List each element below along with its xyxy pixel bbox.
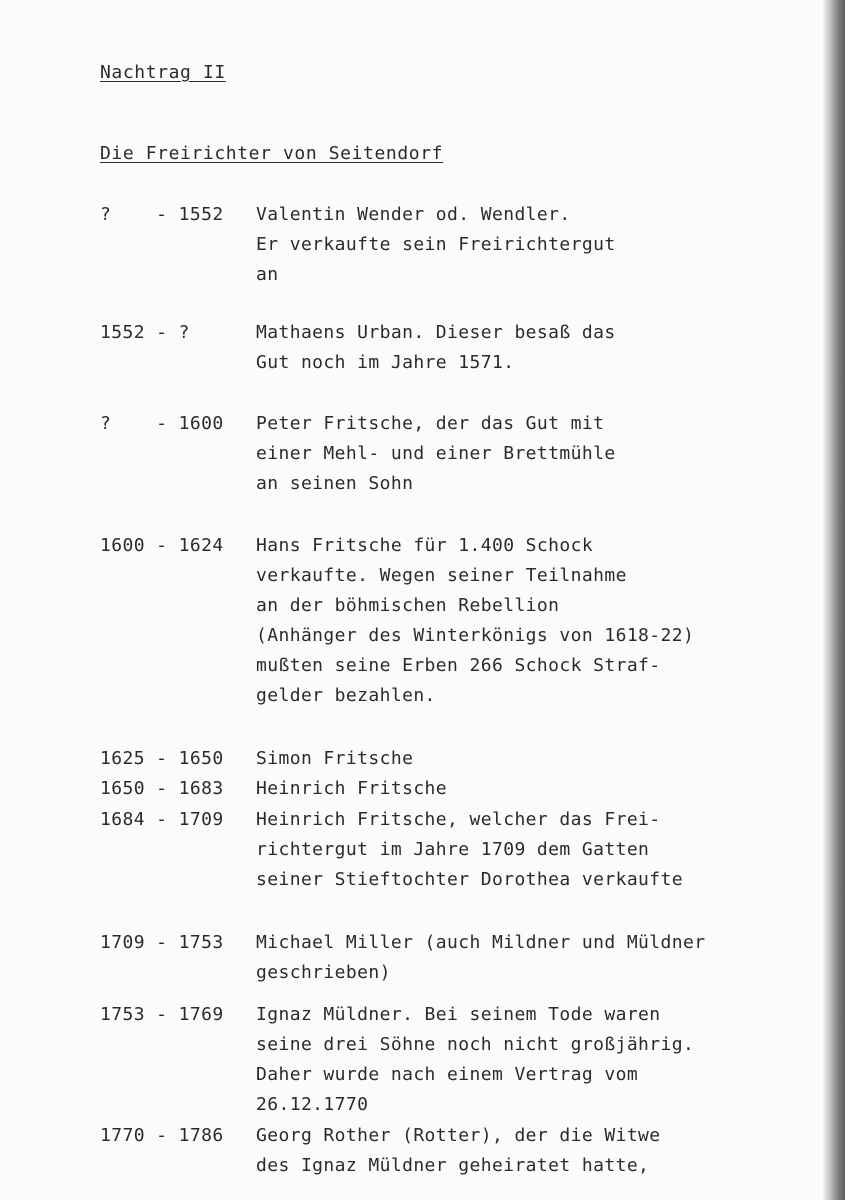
entry-years: 1600 - 1624 xyxy=(100,535,224,556)
entry-years: 1770 - 1786 xyxy=(100,1125,224,1146)
section-heading: Die Freirichter von Seitendorf xyxy=(100,143,444,164)
page-right-edge-shadow xyxy=(823,0,845,1200)
entry-line: Hans Fritsche für 1.400 Schock xyxy=(256,535,594,556)
entry-line: Mathaens Urban. Dieser besaß das xyxy=(256,322,616,343)
entry-text xyxy=(256,200,766,290)
entry-line: Peter Fritsche, der das Gut mit xyxy=(256,413,605,434)
entry-text xyxy=(256,805,766,895)
entry-years: 1625 - 1650 xyxy=(100,748,224,769)
entry-line: 26.12.1770 xyxy=(256,1094,369,1115)
entry-line: Gut noch im Jahre 1571. xyxy=(256,352,515,373)
entry-text xyxy=(256,744,766,774)
entry-years: 1552 - ? xyxy=(100,322,190,343)
entry-line: mußten seine Erben 266 Schock Straf- xyxy=(256,655,661,676)
entry-text xyxy=(256,531,766,711)
entry-line: seine drei Söhne noch nicht großjährig. xyxy=(256,1034,695,1055)
entry-line: seiner Stieftochter Dorothea verkaufte xyxy=(256,869,684,890)
entry-text xyxy=(256,928,766,988)
entry-years: 1709 - 1753 xyxy=(100,932,224,953)
entry-line: verkaufte. Wegen seiner Teilnahme xyxy=(256,565,627,586)
entry-line: Daher wurde nach einem Vertrag vom xyxy=(256,1064,639,1085)
entry-years: 1753 - 1769 xyxy=(100,1004,224,1025)
entry-text xyxy=(256,1121,766,1181)
entry-years: ? - 1552 xyxy=(100,204,224,225)
entry-line: Heinrich Fritsche xyxy=(256,778,448,799)
entry-line: an der böhmischen Rebellion xyxy=(256,595,560,616)
entry-line: einer Mehl- und einer Brettmühle xyxy=(256,443,616,464)
entry-text xyxy=(256,318,766,378)
entry-line: Valentin Wender od. Wendler. xyxy=(256,204,571,225)
entry-line: (Anhänger des Winterkönigs von 1618-22) xyxy=(256,625,695,646)
entry-years: 1650 - 1683 xyxy=(100,778,224,799)
entry-line: Michael Miller (auch Mildner und Müldner xyxy=(256,932,706,953)
entry-line: geschrieben) xyxy=(256,962,391,983)
entry-line: gelder bezahlen. xyxy=(256,685,436,706)
entry-line: an seinen Sohn xyxy=(256,473,414,494)
entry-years: ? - 1600 xyxy=(100,413,224,434)
entry-line: richtergut im Jahre 1709 dem Gatten xyxy=(256,839,650,860)
entry-line: an xyxy=(256,264,279,285)
entry-years: 1684 - 1709 xyxy=(100,809,224,830)
entry-text xyxy=(256,774,766,804)
page-heading: Nachtrag II xyxy=(100,62,226,83)
entry-line: Georg Rother (Rotter), der die Witwe xyxy=(256,1125,661,1146)
entry-line: Heinrich Fritsche, welcher das Frei- xyxy=(256,809,661,830)
entry-text xyxy=(256,409,766,499)
entry-line: des Ignaz Müldner geheiratet hatte, xyxy=(256,1155,650,1176)
entry-line: Er verkaufte sein Freirichtergut xyxy=(256,234,616,255)
entry-line: Ignaz Müldner. Bei seinem Tode waren xyxy=(256,1004,661,1025)
entry-text xyxy=(256,1000,766,1120)
entry-line: Simon Fritsche xyxy=(256,748,414,769)
